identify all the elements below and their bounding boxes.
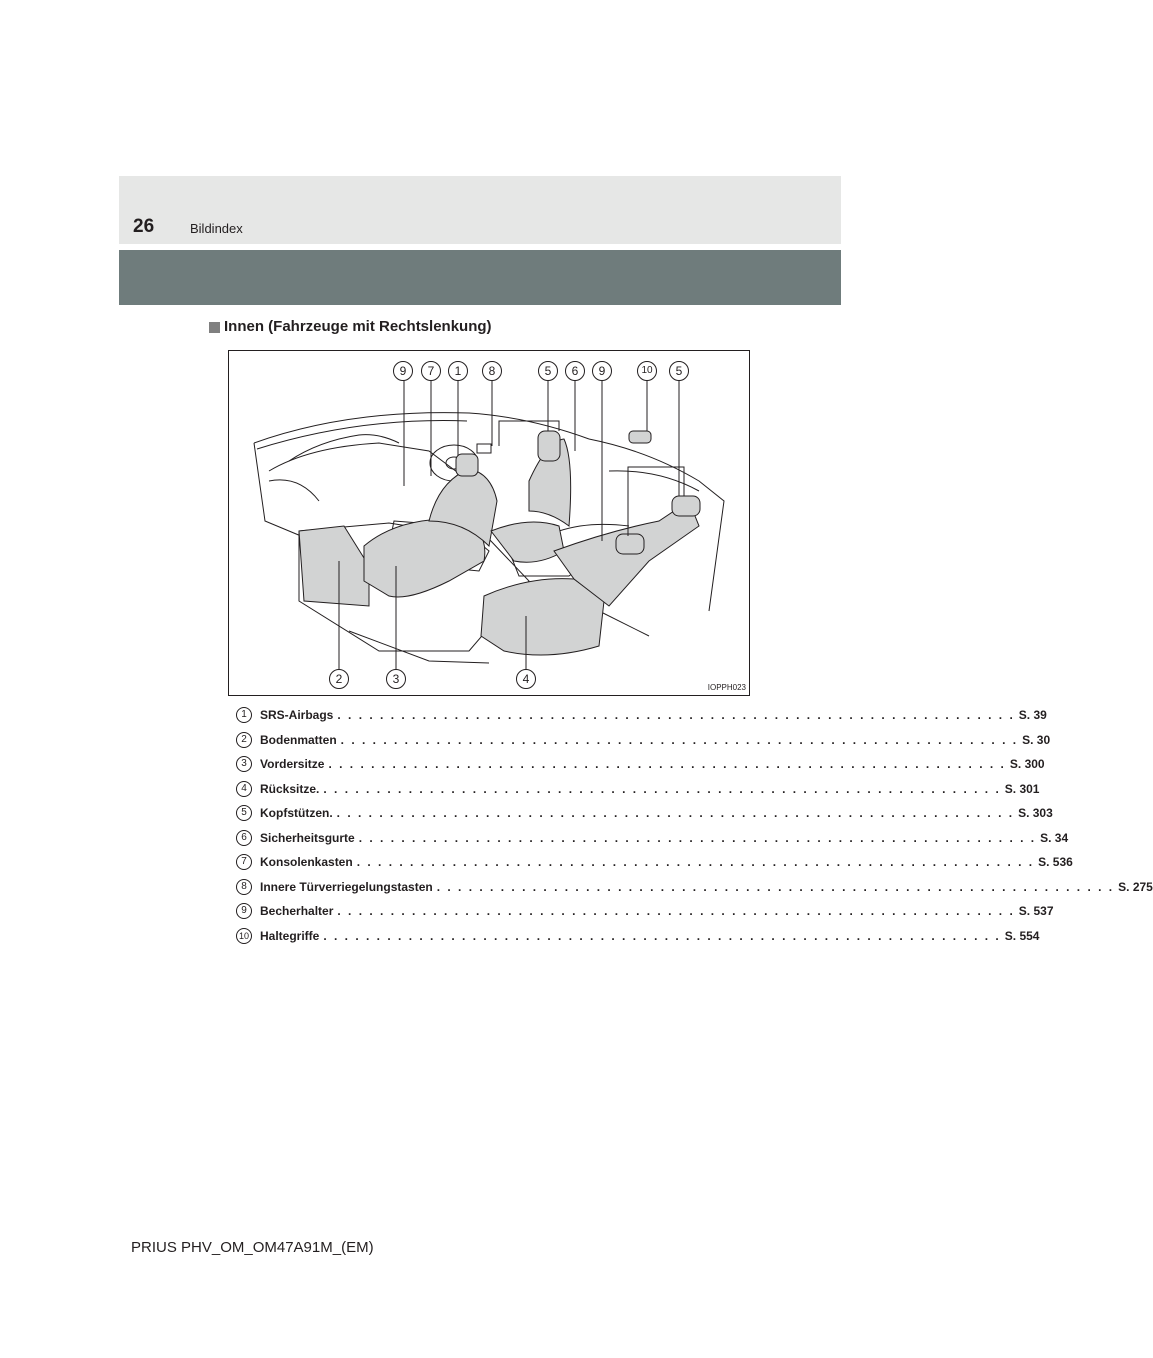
- index-page-ref[interactable]: S. 301: [1004, 781, 1040, 796]
- section-heading: [209, 318, 492, 336]
- index-item: [236, 899, 1054, 924]
- dot-leader: . . . . . . . . . . . . . . . . . . . . . . . . . . . . . . . . . . . . . . . . . . . . . . . . . . . . . . . . . . . . . . . .: [436, 879, 1115, 894]
- car-interior-drawing: [229, 351, 749, 695]
- title-band: [119, 250, 841, 305]
- index-label: Konsolenkasten: [260, 855, 353, 870]
- index-label: SRS-Airbags: [260, 708, 334, 723]
- index-label: Haltegriffe: [260, 928, 320, 943]
- index-label: Innere Türverriegelungstasten: [260, 879, 433, 894]
- index-item: [236, 875, 1153, 900]
- index-number: 6: [236, 830, 252, 846]
- dot-leader: . . . . . . . . . . . . . . . . . . . . . . . . . . . . . . . . . . . . . . . . . . . . . . . . . . . . . . . . . . . . . . . .: [328, 757, 1006, 772]
- dot-leader: . . . . . . . . . . . . . . . . . . . . . . . . . . . . . . . . . . . . . . . . . . . . . . . . . . . . . . . . . . . . . . . .: [337, 904, 1015, 919]
- index-number: 9: [236, 903, 252, 919]
- index-number: 7: [236, 854, 252, 870]
- dot-leader: . . . . . . . . . . . . . . . . . . . . . . . . . . . . . . . . . . . . . . . . . . . . . . . . . . . . . . . . . . . . . . . .: [336, 806, 1015, 821]
- index-number: 2: [236, 732, 252, 748]
- callout-bottom-2: 3: [386, 669, 406, 689]
- callout-top-6: 6: [565, 361, 585, 381]
- interior-illustration: [228, 350, 750, 696]
- index-number: 8: [236, 879, 252, 895]
- callout-top-7: 9: [592, 361, 612, 381]
- index-label: Sicherheitsgurte: [260, 830, 355, 845]
- callout-top-8: 10: [637, 361, 657, 381]
- figure-code: IOPPH023: [707, 683, 746, 692]
- index-number: 1: [236, 707, 252, 723]
- dot-leader: . . . . . . . . . . . . . . . . . . . . . . . . . . . . . . . . . . . . . . . . . . . . . . . . . . . . . . . . . . . . . . . .: [340, 732, 1019, 747]
- index-item: [236, 826, 1069, 851]
- index-page-ref[interactable]: S. 275: [1118, 879, 1153, 894]
- index-label: Vordersitze: [260, 757, 325, 772]
- callout-top-2: 7: [421, 361, 441, 381]
- callout-top-3: 1: [448, 361, 468, 381]
- index-number: 3: [236, 756, 252, 772]
- index-number: 10: [236, 928, 252, 944]
- index-page-ref[interactable]: S. 536: [1038, 855, 1073, 870]
- index-number: 5: [236, 805, 252, 821]
- section-name: Bildindex: [190, 221, 243, 236]
- heading-text: Innen (Fahrzeuge mit Rechtslenkung): [224, 318, 492, 335]
- callout-top-4: 8: [482, 361, 502, 381]
- index-page-ref[interactable]: S. 537: [1018, 904, 1054, 919]
- index-page-ref[interactable]: S. 30: [1022, 732, 1051, 747]
- index-item: [236, 752, 1045, 777]
- footer-document-code: PRIUS PHV_OM_OM47A91M_(EM): [131, 1239, 374, 1256]
- index-label: Bodenmatten: [260, 732, 337, 747]
- index-item: [236, 801, 1053, 826]
- dot-leader: . . . . . . . . . . . . . . . . . . . . . . . . . . . . . . . . . . . . . . . . . . . . . . . . . . . . . . . . . . . . . . . .: [323, 781, 1001, 796]
- index-label: Rücksitze.: [260, 781, 320, 796]
- index-page-ref[interactable]: S. 554: [1004, 928, 1040, 943]
- index-label: Kopfstützen.: [260, 806, 333, 821]
- index-item: [236, 777, 1040, 802]
- index-page-ref[interactable]: S. 300: [1009, 757, 1045, 772]
- dot-leader: . . . . . . . . . . . . . . . . . . . . . . . . . . . . . . . . . . . . . . . . . . . . . . . . . . . . . . . . . . . . . . . .: [356, 855, 1035, 870]
- dot-leader: . . . . . . . . . . . . . . . . . . . . . . . . . . . . . . . . . . . . . . . . . . . . . . . . . . . . . . . . . . . . . . . .: [358, 830, 1037, 845]
- callout-top-9: 5: [669, 361, 689, 381]
- index-page-ref[interactable]: S. 303: [1018, 806, 1053, 821]
- dot-leader: . . . . . . . . . . . . . . . . . . . . . . . . . . . . . . . . . . . . . . . . . . . . . . . . . . . . . . . . . . . . . . . .: [323, 928, 1001, 943]
- index-page-ref[interactable]: S. 39: [1018, 708, 1047, 723]
- page-number: 26: [133, 216, 155, 237]
- callout-bottom-1: 2: [329, 669, 349, 689]
- index-item: [236, 728, 1051, 753]
- heading-square-icon: [209, 322, 220, 333]
- index-item: [236, 703, 1047, 728]
- index-label: Becherhalter: [260, 904, 334, 919]
- callout-bottom-3: 4: [516, 669, 536, 689]
- callout-top-1: 9: [393, 361, 413, 381]
- index-item: [236, 850, 1073, 875]
- dot-leader: . . . . . . . . . . . . . . . . . . . . . . . . . . . . . . . . . . . . . . . . . . . . . . . . . . . . . . . . . . . . . . . .: [337, 708, 1015, 723]
- index-item: [236, 924, 1040, 949]
- callout-top-5: 5: [538, 361, 558, 381]
- index-number: 4: [236, 781, 252, 797]
- index-list: [236, 703, 1153, 948]
- index-page-ref[interactable]: S. 34: [1040, 830, 1069, 845]
